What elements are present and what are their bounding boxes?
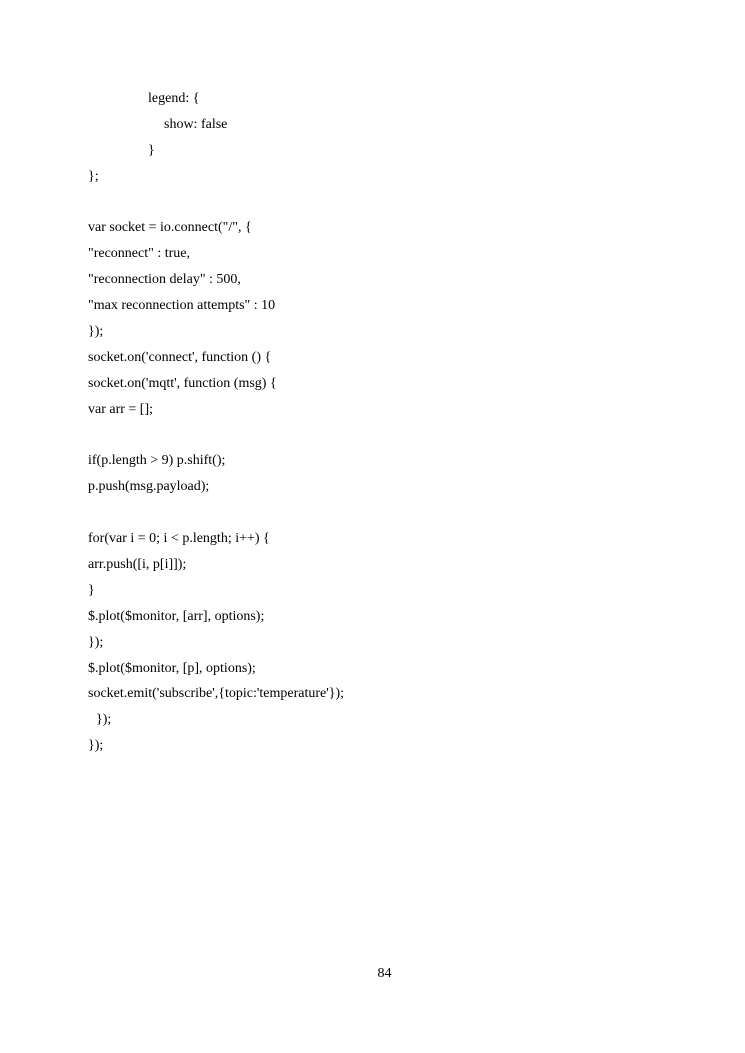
code-line: show: false [164, 116, 228, 132]
code-line: }); [88, 634, 104, 650]
code-line: arr.push([i, p[i]]); [88, 557, 187, 573]
code-line: socket.on('connect', function () { [88, 349, 272, 365]
blank-line [88, 500, 708, 526]
code-line: "reconnect" : true, [88, 246, 190, 262]
code-line: socket.emit('subscribe',{topic:'temperature'}); [88, 686, 344, 702]
blank-line [88, 423, 708, 449]
code-line: legend: { [148, 91, 200, 106]
code-line: }; [88, 168, 99, 184]
code-line: $.plot($monitor, [p], options); [88, 660, 256, 676]
code-line: var socket = io.connect("/", { [88, 220, 252, 236]
code-line: }); [88, 324, 104, 340]
code-line: socket.on('mqtt', function (msg) { [88, 375, 277, 391]
code-line: $.plot($monitor, [arr], options); [88, 608, 265, 624]
code-line: }); [96, 712, 112, 728]
code-line: var arr = []; [88, 401, 154, 417]
code-line: } [148, 142, 155, 158]
code-line: "max reconnection attempts" : 10 [88, 298, 276, 314]
code-line: }); [88, 738, 104, 754]
code-line: for(var i = 0; i < p.length; i++) { [88, 531, 270, 547]
code-line: p.push(msg.payload); [88, 479, 210, 495]
code-listing [88, 86, 708, 759]
blank-line [88, 190, 708, 216]
page-number: 84 [377, 966, 392, 981]
code-line: if(p.length > 9) p.shift(); [88, 453, 226, 469]
code-line: } [88, 582, 95, 598]
code-line: "reconnection delay" : 500, [88, 272, 241, 288]
